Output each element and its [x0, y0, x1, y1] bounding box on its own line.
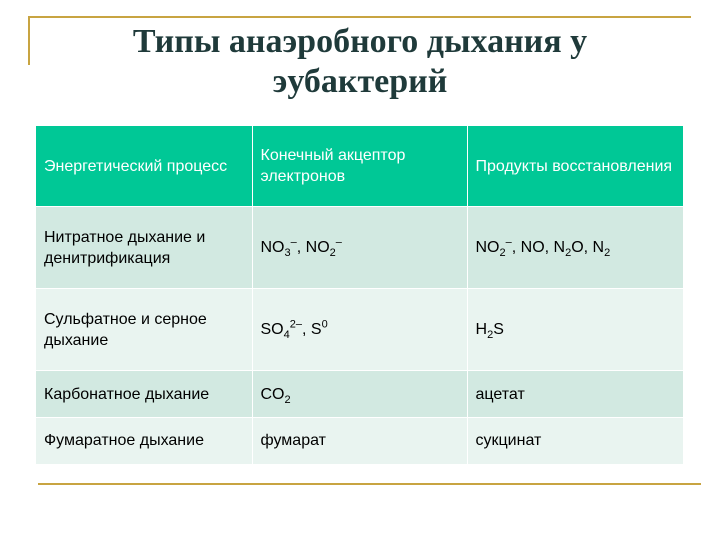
slide-title: Типы анаэробного дыхания у эубактерий — [132, 23, 588, 100]
formula: $SO_4^{2-}$, $S^0$ — [260, 318, 328, 342]
table-row — [36, 289, 683, 371]
header-products: Продукты восстановления — [467, 126, 683, 207]
cell-acceptor — [252, 289, 467, 371]
frame-bottom-line — [38, 483, 701, 485]
cell-process: Нитратное дыхание и денитрификация — [36, 207, 252, 289]
formula: $CO_2$ — [260, 385, 291, 406]
respiration-table — [36, 126, 684, 464]
cell-process: Карбонатное дыхание — [36, 371, 252, 418]
cell-products: ацетат — [467, 371, 683, 418]
header-process: Энергетический процесс — [36, 126, 252, 207]
cell-acceptor — [252, 207, 467, 289]
cell-products — [467, 289, 683, 371]
frame-top-line — [28, 16, 691, 18]
cell-process: Сульфатное и серное дыхание — [36, 289, 252, 371]
table-row — [36, 418, 683, 464]
formula: $NO_2^-$, NO, $N_2O$, $N_2$ — [475, 236, 611, 260]
table-header-row — [36, 126, 683, 207]
cell-products: сукцинат — [467, 418, 683, 464]
formula: $NO_3^-$, $NO_2^-$ — [260, 236, 342, 260]
table-row — [36, 371, 683, 418]
cell-process: Фумаратное дыхание — [36, 418, 252, 464]
frame-left-line — [28, 16, 30, 65]
cell-acceptor: фумарат — [252, 418, 467, 464]
header-acceptor: Конечный акцептор электронов — [252, 126, 467, 207]
cell-products — [467, 207, 683, 289]
cell-acceptor — [252, 371, 467, 418]
formula: $H_2S$ — [475, 321, 504, 342]
table-row — [36, 207, 683, 289]
